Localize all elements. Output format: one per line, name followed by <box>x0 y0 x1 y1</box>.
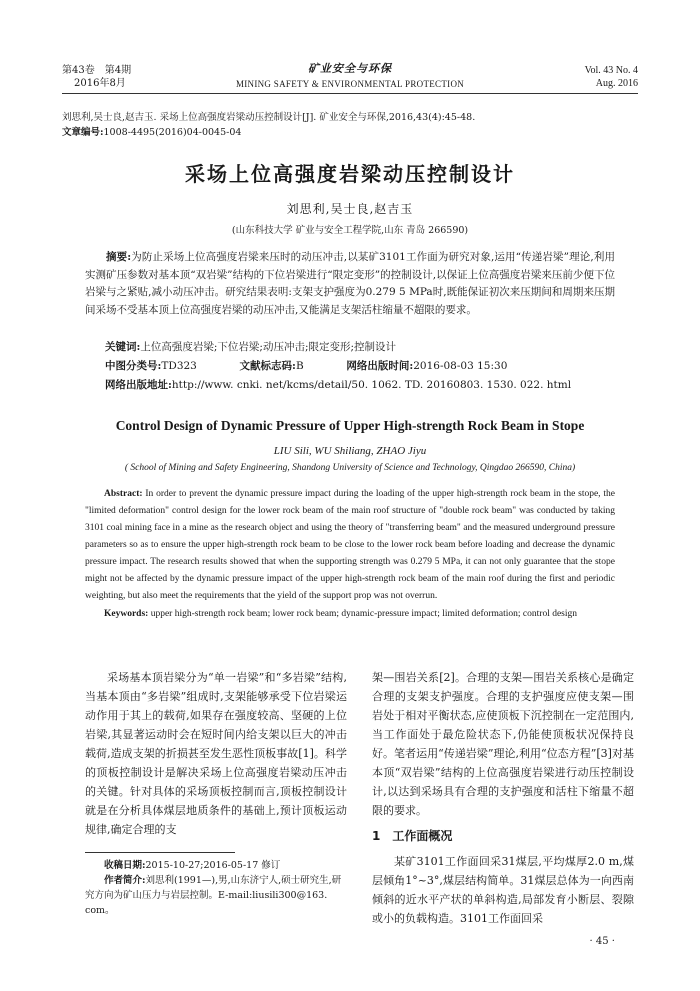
doc-code-label: 文献标志码: <box>239 360 296 372</box>
intro-paragraph: 采场基本顶岩梁分为“单一岩梁”和“多岩梁”结构,当基本顶由“多岩梁”组成时,支架能够承受下位岩梁运动作用于其上的载荷,如果存在强度较高、坚硬的上位岩梁,其显著运动时会在短时间内给支架以巨大的冲击载荷,造成支架的折损甚至发生恶性顶板事故[1]。科学的顶板控制设计是解决采场上位高强度岩梁动压冲击的关键。针对具体的采场顶板控制而言,顶板控制设计就是在分析具体煤层地质条件的基础上,预计顶板运动规律,确定合理的支 <box>85 671 347 836</box>
clc-value: TD323 <box>161 360 197 372</box>
abstract-cn-label: 摘要: <box>106 251 132 263</box>
classification-row <box>105 358 507 373</box>
keywords-cn-label: 关键词: <box>105 341 141 353</box>
received-value: 2015-10-27;2016-05-17 修订 <box>145 860 281 871</box>
paper-title-en: Control Design of Dynamic Pressure of Upper High-strength Rock Beam in Stope <box>115 418 585 433</box>
volume-issue-en: Vol. 43 No. 4 <box>584 65 638 76</box>
author-bio-label: 作者简介: <box>104 875 146 886</box>
header-journal <box>200 60 500 89</box>
header-divider <box>62 93 638 94</box>
author-bio-value: 刘思利(1991—),男,山东济宁人,硕士研究生,研究方向为矿山压力与岩层控制。E-mail:liusili300@163. com。 <box>85 875 342 916</box>
article-id-label: 文章编号: <box>62 127 104 138</box>
url-label: 网络出版地址: <box>105 379 172 391</box>
affiliation-cn: (山东科技大学 矿业与安全工程学院,山东 青岛 266590) <box>231 225 469 236</box>
journal-title-cn: 矿业安全与环保 <box>308 62 392 75</box>
header-volume-en <box>585 64 638 90</box>
intro-paragraph-continued: 架—围岩关系[2]。合理的支架—围岩关系核心是确定合理的支架支护强度。合理的支护强度应使支架—围岩处于相对平衡状态,应使顶板下沉控制在一定范围内,当工作面处于最危险状态下,仍能使顶板状况保持良好。笔者运用“传递岩梁”理论,利用“位态方程”[3]对基本顶“双岩梁”结构的上位高强度岩梁进行动压控制设计,以达到采场具有合理的支护强度和活柱下缩量不超限的要求。 <box>372 671 634 817</box>
abstract-en-text: In order to prevent the dynamic pressure impact during the loading of the upper high-strength rock beam in the stope, the "limited deformation" control design for the lower rock beam of the main roof structure of "double rock beam" was conducted by taking 3101 coal mining face in a mine as the research object and using the theory of "transferring beam" and the measured underground pressure parameters so as to ensure the upper high-strength rock beam to be close to the lower rock beam before loading and decrease the dynamic pressure impact. The research results showed that when the supporting strength was 0.279 5 MPa, it can not only guarantee that the stope might not be affected by the dynamic pressure impact of the upper high-strength rock beam of the main roof during the first and periodic weighting, but also meet the requirements that the yield of the support prop was not overrun. <box>85 489 615 601</box>
citation-text: 刘思利,吴士良,赵吉玉. 采场上位高强度岩梁动压控制设计[J]. 矿业安全与环保,2016,43(4):45-48. <box>62 112 476 123</box>
pub-time-label: 网络出版时间: <box>346 360 414 372</box>
journal-title-en: MINING SAFETY & ENVIRONMENTAL PROTECTION <box>235 79 465 89</box>
abstract-cn-text: 为防止采场上位高强度岩梁来压时的动压冲击,以某矿3101工作面为研究对象,运用“传递岩梁”理论,利用实测矿压参数对基本顶“双岩梁”结构的下位岩梁进行“限定变形”的控制设计,以保证上位高强度岩梁来压前少便下位岩梁与之紧贴,减小动压冲击。研究结果表明:支架支护强度为0.279 5 MPa时,既能保证初次来压期间和周期来压期间采场不受基本顶上位高强度岩梁的动压冲击,又能满足支架活柱缩量不超限的要求。 <box>85 251 615 316</box>
abstract-cn <box>85 249 615 319</box>
header-volume-cn <box>62 64 131 90</box>
online-url-row <box>105 377 571 392</box>
date-cn: 2016年8月 <box>74 78 126 89</box>
body-left-column <box>85 668 347 839</box>
keywords-en <box>85 606 615 623</box>
volume-issue-cn: 第43卷 第4期 <box>62 65 132 76</box>
authors-cn: 刘思利,吴士良,赵吉玉 <box>286 202 414 216</box>
received-label: 收稿日期: <box>104 860 146 871</box>
body-right-column <box>372 668 634 928</box>
keywords-en-text: upper high-strength rock beam; lower rock beam; dynamic-pressure impact; limited deformation; control design <box>150 609 578 619</box>
doc-code-value: B <box>295 360 304 372</box>
keywords-cn-text: 上位高强度岩梁;下位岩梁;动压冲击;限定变形;控制设计 <box>140 341 397 353</box>
abstract-en <box>85 486 615 623</box>
citation-block <box>62 110 638 140</box>
affiliation-en: ( School of Mining and Safety Engineering, Shandong University of Science and Technology, Qingdao 266590, China) <box>124 463 576 473</box>
keywords-cn <box>105 339 396 354</box>
paper-title-cn: 采场上位高强度岩梁动压控制设计 <box>185 162 515 186</box>
section-1-heading: 1 工作面概况 <box>372 829 453 843</box>
abstract-en-label: Abstract: <box>104 489 143 499</box>
received-date <box>85 858 347 873</box>
author-bio <box>85 873 347 918</box>
page-number: · 45 · <box>589 936 615 947</box>
footnote-divider <box>85 852 235 853</box>
abstract-en-body <box>85 486 615 605</box>
url-value[interactable]: http://www. cnki. net/kcms/detail/50. 1062. TD. 20160803. 1530. 022. html <box>171 379 572 391</box>
clc-label: 中图分类号: <box>105 360 162 372</box>
keywords-en-label: Keywords: <box>104 609 149 619</box>
section-1-paragraph: 某矿3101工作面回采31煤层,平均煤厚2.0 m,煤层倾角1°~3°,煤层结构简单。31煤层总体为一向西南倾斜的近水平产状的单斜构造,局部发育小断层、裂隙或小的负载构造。3101工作面回采 <box>372 855 634 925</box>
authors-en: LIU Sili, WU Shiliang, ZHAO Jiyu <box>273 445 427 457</box>
footnote-block <box>85 858 347 918</box>
article-id-value: 1008-4495(2016)04-0045-04 <box>103 127 242 138</box>
date-en: Aug. 2016 <box>595 78 638 89</box>
pub-time-value: 2016-08-03 15:30 <box>413 360 508 372</box>
article-id <box>62 125 638 140</box>
